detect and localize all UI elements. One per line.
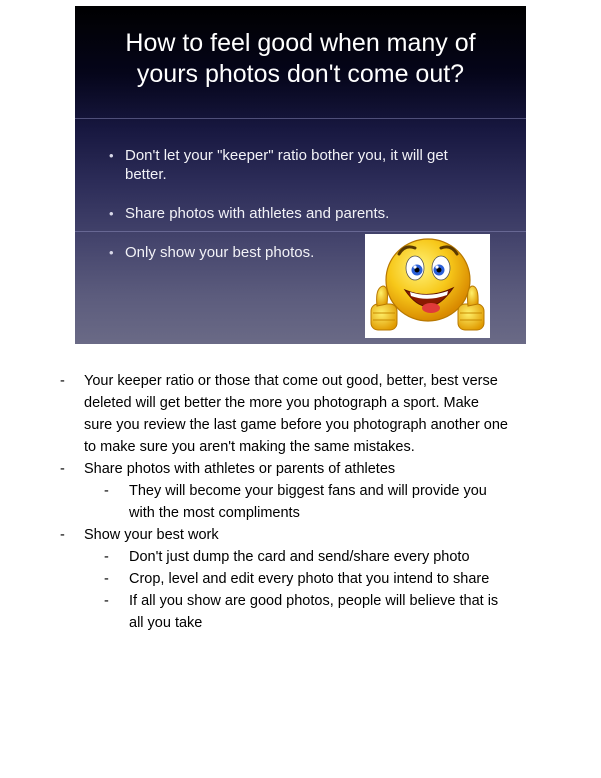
note-text: They will become your biggest fans and will provide you	[129, 483, 487, 499]
thumbs-up-smiley-icon	[365, 234, 490, 338]
slide-divider	[75, 231, 526, 232]
note-text: If all you show are good photos, people will believe that is	[129, 593, 499, 609]
bullet-dot-icon: •	[109, 206, 114, 221]
dash-bullet-icon: -	[60, 373, 65, 389]
slide-bullet	[109, 146, 485, 184]
note-text: Don't just dump the card and send/share every photo	[129, 549, 470, 565]
slide-bullet-text: Only show your best photos.	[125, 244, 315, 261]
dash-bullet-icon: -	[104, 571, 109, 587]
dash-bullet-icon: -	[104, 549, 109, 565]
slide-divider	[75, 118, 526, 119]
slide-title	[75, 28, 526, 90]
slide-bullet	[109, 204, 485, 223]
slide-bullet-text: better.	[125, 166, 167, 183]
dash-bullet-icon: -	[60, 461, 65, 477]
slide-image	[75, 6, 526, 344]
note-text: Your keeper ratio or those that come out good, better, best verse	[84, 373, 498, 389]
slide-bullet	[109, 243, 355, 262]
note-text: Crop, level and edit every photo that you intend to share	[129, 571, 490, 587]
bullet-dot-icon: •	[109, 148, 114, 163]
note-text: with the most compliments	[129, 505, 300, 521]
slide-title-line: How to feel good when many of	[125, 29, 476, 57]
bullet-dot-icon: •	[109, 245, 114, 260]
note-text: deleted will get better the more you photograph a sport. Make	[84, 395, 479, 411]
dash-bullet-icon: -	[104, 483, 109, 499]
note-text: Share photos with athletes or parents of athletes	[84, 461, 396, 477]
slide-bullet-text: Don't let your "keeper" ratio bother you, it will get	[125, 147, 448, 164]
thumbs-up-smiley-icon	[365, 234, 490, 338]
dash-bullet-icon: -	[104, 593, 109, 609]
dash-bullet-icon: -	[60, 527, 65, 543]
note-text: to make sure you aren't making the same mistakes.	[84, 439, 415, 455]
note-text: all you take	[129, 615, 203, 631]
note-text: sure you review the last game before you photograph another one	[84, 417, 508, 433]
slide-title-line: yours photos don't come out?	[136, 60, 465, 88]
slide-bullet-text: Share photos with athletes and parents.	[125, 205, 390, 222]
note-text: Show your best work	[84, 527, 219, 543]
